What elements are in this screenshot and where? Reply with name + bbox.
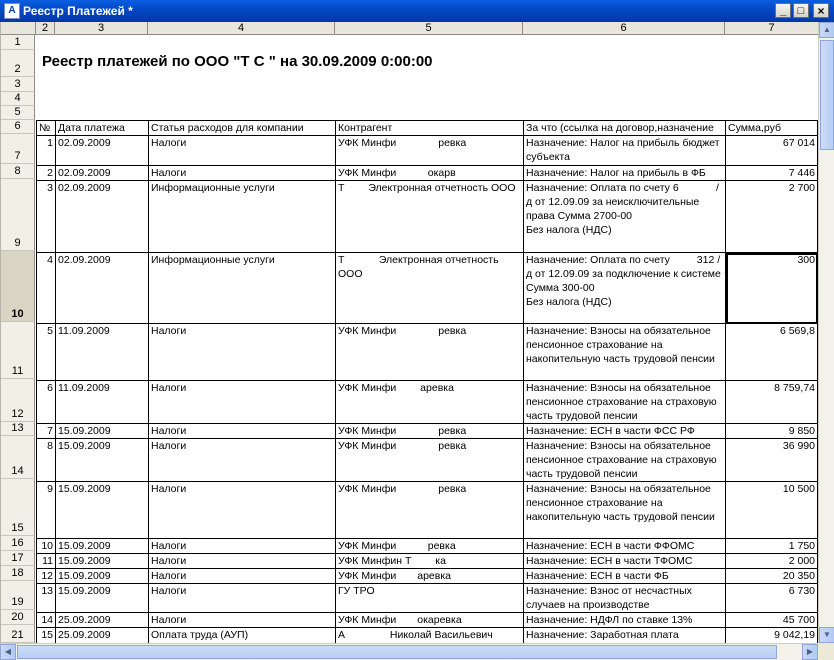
amount-cell[interactable]: 2 000 — [726, 554, 818, 569]
article-cell[interactable]: Налоги — [149, 569, 336, 584]
row-number-cell[interactable]: 12 — [37, 569, 56, 584]
table-row — [37, 584, 818, 613]
row-header[interactable]: 15 — [1, 479, 35, 536]
date-cell[interactable]: 25.09.2009 — [56, 613, 149, 628]
amount-cell[interactable]: 10 500 — [726, 482, 818, 539]
counterparty-cell[interactable]: УФК Минфи окарв — [336, 166, 524, 181]
table-row — [37, 424, 818, 439]
row-header[interactable]: 1 — [1, 35, 35, 50]
purpose-cell[interactable]: Назначение: Заработная плата — [524, 628, 726, 644]
article-cell[interactable]: Налоги — [149, 539, 336, 554]
vertical-scroll-thumb[interactable] — [820, 40, 834, 150]
date-cell[interactable]: 15.09.2009 — [56, 482, 149, 539]
row-number-cell[interactable]: 15 — [37, 628, 56, 644]
amount-cell[interactable]: 1 750 — [726, 539, 818, 554]
row-header[interactable]: 6 — [1, 120, 35, 134]
row-number-cell[interactable]: 7 — [37, 424, 56, 439]
row-header[interactable]: 2 — [1, 50, 35, 77]
scroll-down-icon[interactable]: ▼ — [819, 627, 834, 643]
column-header[interactable]: 2 — [36, 22, 55, 35]
article-cell[interactable]: Налоги — [149, 424, 336, 439]
row-number-cell[interactable]: 14 — [37, 613, 56, 628]
document-icon[interactable]: A — [4, 3, 20, 19]
row-number-cell[interactable]: 10 — [37, 539, 56, 554]
date-cell[interactable]: 02.09.2009 — [56, 181, 149, 253]
title-bar — [0, 0, 834, 22]
scroll-left-icon[interactable]: ◀ — [0, 644, 16, 660]
row-header[interactable]: 10 — [1, 251, 35, 322]
article-cell[interactable]: Оплата труда (АУП) — [149, 628, 336, 644]
row-header[interactable]: 21 — [1, 625, 35, 643]
amount-cell[interactable]: 2 700 — [726, 181, 818, 253]
column-header[interactable]: 7 — [725, 22, 819, 35]
table-row — [37, 439, 818, 482]
row-header[interactable]: 4 — [1, 92, 35, 106]
counterparty-cell[interactable]: УФК Минфи ревка — [336, 539, 524, 554]
amount-cell[interactable]: 6 569,8 — [726, 324, 818, 381]
row-number-cell[interactable]: 4 — [37, 253, 56, 324]
close-button[interactable]: × — [813, 3, 829, 18]
amount-cell[interactable]: 36 990 — [726, 439, 818, 482]
row-number-cell[interactable]: 3 — [37, 181, 56, 253]
counterparty-cell[interactable]: УФК Минфи окаревка — [336, 613, 524, 628]
counterparty-cell[interactable]: УФК Минфи аревка — [336, 569, 524, 584]
header-cell[interactable]: Дата платежа — [56, 121, 149, 136]
table-row — [37, 554, 818, 569]
row-number-cell[interactable]: 2 — [37, 166, 56, 181]
table-row — [37, 628, 818, 644]
counterparty-cell[interactable]: УФК Минфи ревка — [336, 324, 524, 381]
row-header[interactable]: 16 — [1, 536, 35, 551]
minimize-button[interactable]: _ — [775, 3, 791, 18]
amount-cell[interactable]: 20 350 — [726, 569, 818, 584]
header-cell[interactable]: Сумма,руб — [726, 121, 818, 136]
table-row — [37, 482, 818, 539]
amount-cell[interactable]: 300 — [726, 253, 818, 324]
counterparty-cell[interactable]: УФК Минфи ревка — [336, 136, 524, 166]
row-number-cell[interactable]: 11 — [37, 554, 56, 569]
table-row — [37, 613, 818, 628]
counterparty-cell[interactable]: УФК Минфи аревка — [336, 381, 524, 424]
counterparty-cell[interactable]: Т Электронная отчетность ООО — [336, 253, 524, 324]
row-number-cell[interactable]: 8 — [37, 439, 56, 482]
purpose-cell[interactable]: Назначение: ЕСН в части ФБ — [524, 569, 726, 584]
column-header[interactable]: 4 — [148, 22, 335, 35]
header-cell[interactable]: № — [37, 121, 56, 136]
counterparty-cell[interactable]: УФК Минфин Т ка — [336, 554, 524, 569]
purpose-cell[interactable]: Назначение: Взнос от несчастных случаев на производстве — [524, 584, 726, 613]
purpose-cell[interactable]: Назначение: Оплата по счету 312 /д от 12.09.09 за подключение к системе Сумма 300-00 Без налога (НДС) — [524, 253, 726, 324]
article-cell[interactable]: Налоги — [149, 136, 336, 166]
date-cell[interactable]: 15.09.2009 — [56, 424, 149, 439]
table-row — [37, 324, 818, 381]
amount-cell[interactable]: 6 730 — [726, 584, 818, 613]
row-header[interactable]: 17 — [1, 551, 35, 566]
amount-cell[interactable]: 9 042,19 — [726, 628, 818, 644]
scroll-right-icon[interactable]: ▶ — [802, 644, 818, 660]
purpose-cell[interactable]: Назначение: ЕСН в части ФСС РФ — [524, 424, 726, 439]
vertical-scrollbar[interactable] — [818, 22, 834, 643]
article-cell[interactable]: Налоги — [149, 439, 336, 482]
counterparty-cell[interactable]: УФК Минфи ревка — [336, 424, 524, 439]
column-header[interactable]: 6 — [523, 22, 725, 35]
purpose-cell[interactable]: Назначение: Взносы на обязательное пенсионное страхование на страховую часть трудовой пенсии — [524, 439, 726, 482]
amount-cell[interactable]: 8 759,74 — [726, 381, 818, 424]
purpose-cell[interactable]: Назначение: ЕСН в части ФФОМС — [524, 539, 726, 554]
scroll-up-icon[interactable]: ▲ — [819, 22, 834, 38]
row-header[interactable]: 20 — [1, 610, 35, 625]
horizontal-scroll-thumb[interactable] — [17, 645, 777, 659]
row-number-cell[interactable]: 5 — [37, 324, 56, 381]
select-all-corner[interactable] — [1, 22, 36, 35]
purpose-cell[interactable]: Назначение: Взносы на обязательное пенсионное страхование на накопительную часть трудовой пенсии — [524, 482, 726, 539]
article-cell[interactable]: Налоги — [149, 584, 336, 613]
article-cell[interactable]: Налоги — [149, 381, 336, 424]
row-header[interactable]: 11 — [1, 322, 35, 379]
table-row — [37, 181, 818, 253]
row-header[interactable]: 8 — [1, 164, 35, 179]
counterparty-cell[interactable]: ГУ ТРО — [336, 584, 524, 613]
header-cell[interactable]: За что (ссылка на договор,назначение — [524, 121, 726, 136]
table-row — [37, 136, 818, 166]
row-number-cell[interactable]: 9 — [37, 482, 56, 539]
header-cell[interactable]: Контрагент — [336, 121, 524, 136]
date-cell[interactable]: 02.09.2009 — [56, 166, 149, 181]
purpose-cell[interactable]: Назначение: Взносы на обязательное пенсионное страхование на накопительную часть трудовой пенсии — [524, 324, 726, 381]
column-header[interactable]: 3 — [55, 22, 148, 35]
article-cell[interactable]: Налоги — [149, 482, 336, 539]
amount-cell[interactable]: 45 700 — [726, 613, 818, 628]
spreadsheet-area[interactable] — [0, 22, 819, 643]
article-cell[interactable]: Налоги — [149, 554, 336, 569]
amount-cell[interactable]: 7 446 — [726, 166, 818, 181]
row-header[interactable]: 13 — [1, 422, 35, 436]
table-row — [37, 539, 818, 554]
amount-cell[interactable]: 67 014 — [726, 136, 818, 166]
maximize-button[interactable]: □ — [793, 3, 809, 18]
counterparty-cell[interactable]: А Николай Васильевич — [336, 628, 524, 644]
article-cell[interactable]: Налоги — [149, 613, 336, 628]
row-header[interactable]: 5 — [1, 106, 35, 120]
window-title: Реестр Платежей * — [23, 4, 133, 18]
table-row — [37, 381, 818, 424]
purpose-cell[interactable]: Назначение: Взносы на обязательное пенсионное страхование на страховую часть трудовой пенсии — [524, 381, 726, 424]
purpose-cell[interactable]: Назначение: НДФЛ по ставке 13% — [524, 613, 726, 628]
date-cell[interactable]: 02.09.2009 — [56, 136, 149, 166]
date-cell[interactable]: 11.09.2009 — [56, 381, 149, 424]
purpose-cell[interactable]: Назначение: Налог на прибыль бюджет субъекта — [524, 136, 726, 166]
counterparty-cell[interactable]: Т Электронная отчетность ООО — [336, 181, 524, 253]
purpose-cell[interactable]: Назначение: Налог на прибыль в ФБ — [524, 166, 726, 181]
date-cell[interactable]: 02.09.2009 — [56, 253, 149, 324]
article-cell[interactable]: Налоги — [149, 166, 336, 181]
date-cell[interactable]: 11.09.2009 — [56, 324, 149, 381]
date-cell[interactable]: 15.09.2009 — [56, 439, 149, 482]
date-cell[interactable]: 15.09.2009 — [56, 554, 149, 569]
row-header[interactable]: 9 — [1, 179, 35, 251]
scrollbar-corner — [818, 643, 834, 659]
row-number-cell[interactable]: 13 — [37, 584, 56, 613]
counterparty-cell[interactable]: УФК Минфи ревка — [336, 439, 524, 482]
document-title: Реестр платежей по ООО "Т С " на 30.09.2009 0:00:00 — [42, 53, 433, 70]
table-row — [37, 569, 818, 584]
article-cell[interactable]: Информационные услуги — [149, 181, 336, 253]
counterparty-cell[interactable]: УФК Минфи ревка — [336, 482, 524, 539]
row-number-cell[interactable]: 1 — [37, 136, 56, 166]
row-header[interactable]: 12 — [1, 379, 35, 422]
table-row — [37, 253, 818, 324]
article-cell[interactable]: Информационные услуги — [149, 253, 336, 324]
table-header-row — [37, 121, 818, 136]
row-header[interactable]: 19 — [1, 581, 35, 610]
row-header[interactable]: 14 — [1, 436, 35, 479]
table-row — [37, 166, 818, 181]
column-header[interactable]: 5 — [335, 22, 523, 35]
row-number-cell[interactable]: 6 — [37, 381, 56, 424]
header-cell[interactable]: Статья расходов для компании — [149, 121, 336, 136]
date-cell[interactable]: 25.09.2009 — [56, 628, 149, 644]
amount-cell[interactable]: 9 850 — [726, 424, 818, 439]
purpose-cell[interactable]: Назначение: Оплата по счету 6 /д от 12.09.09 за неисключительные права Сумма 2700-00 Без налога (НДС) — [524, 181, 726, 253]
date-cell[interactable]: 15.09.2009 — [56, 569, 149, 584]
row-header[interactable]: 7 — [1, 134, 35, 164]
horizontal-scrollbar[interactable] — [0, 643, 818, 660]
row-header[interactable]: 3 — [1, 77, 35, 92]
row-header[interactable]: 18 — [1, 566, 35, 581]
purpose-cell[interactable]: Назначение: ЕСН в части ТФОМС — [524, 554, 726, 569]
payments-table — [36, 120, 818, 643]
date-cell[interactable]: 15.09.2009 — [56, 584, 149, 613]
article-cell[interactable]: Налоги — [149, 324, 336, 381]
date-cell[interactable]: 15.09.2009 — [56, 539, 149, 554]
